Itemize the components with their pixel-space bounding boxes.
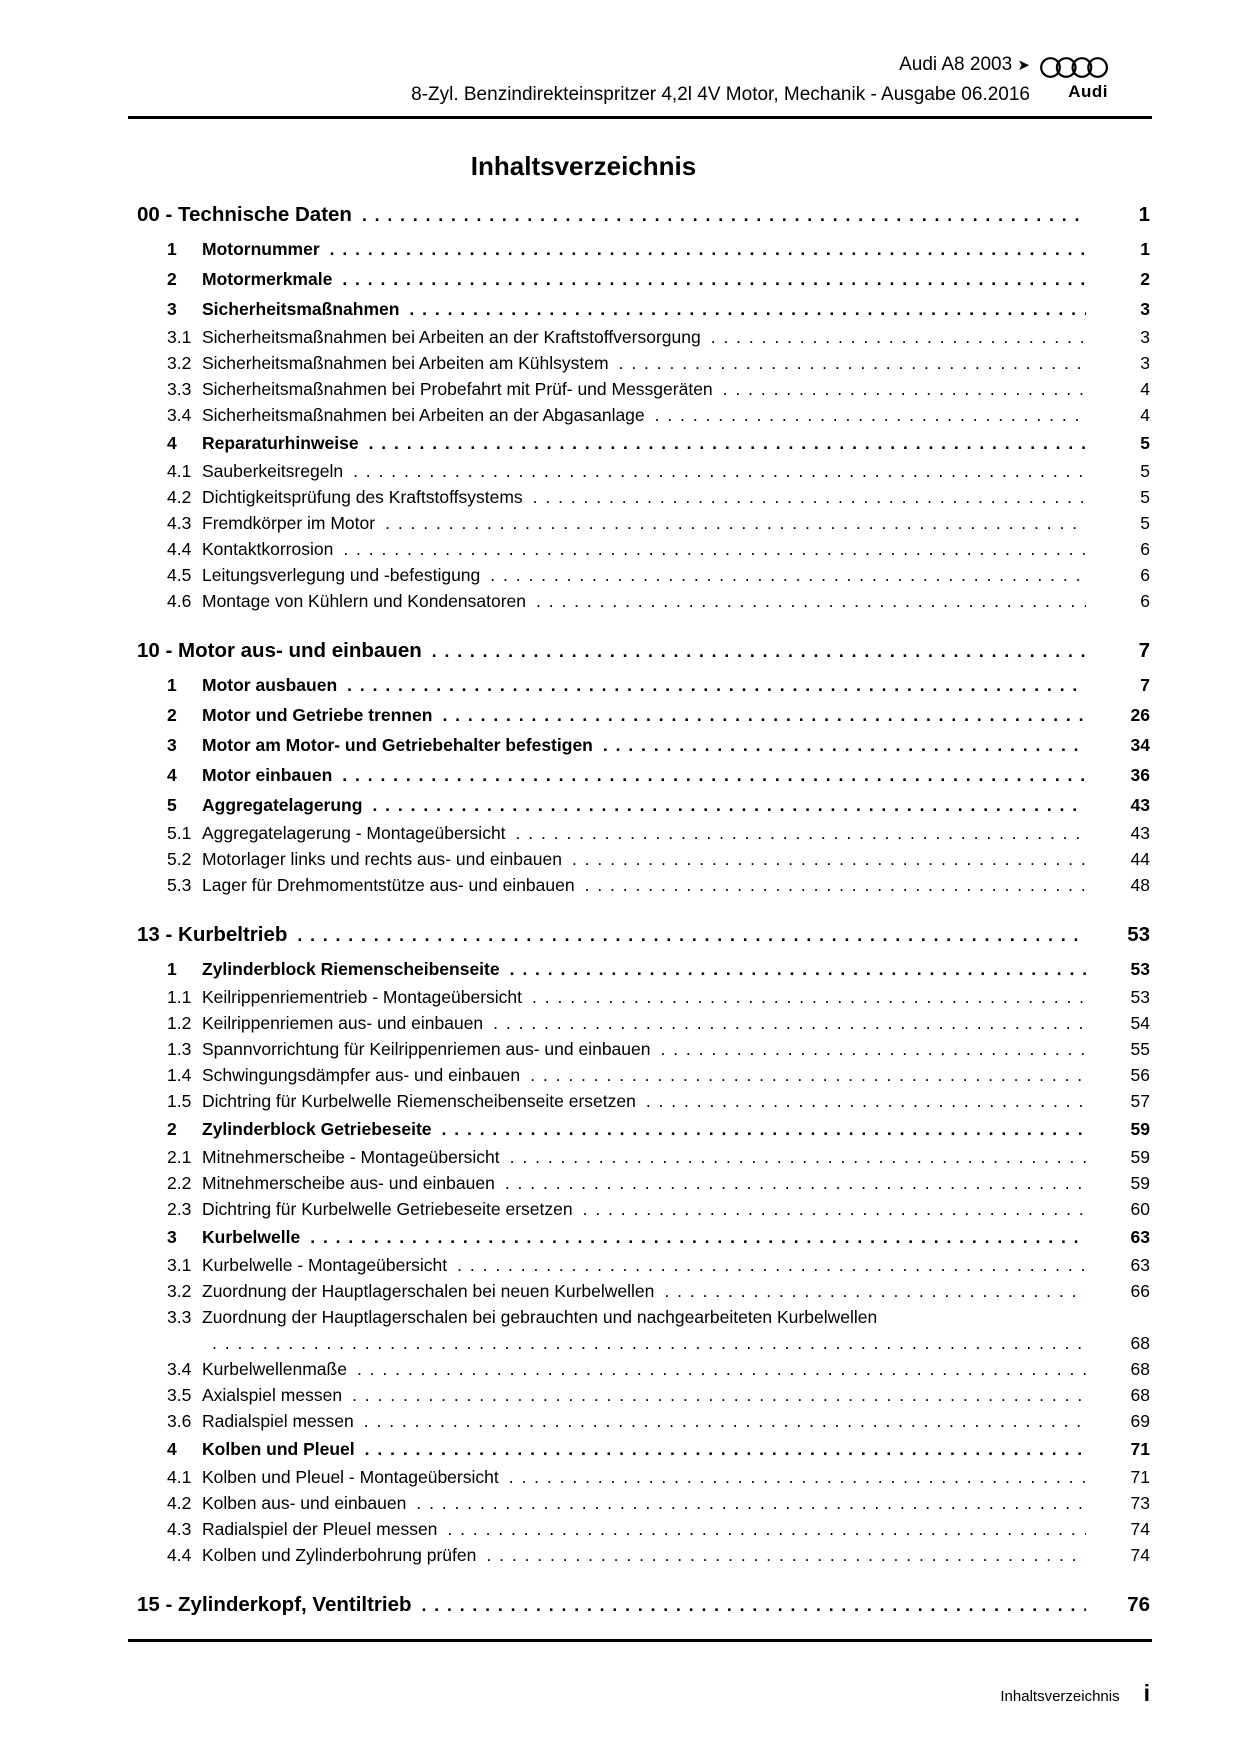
entry-number: 2.2: [167, 1173, 192, 1193]
page-number: 57: [1130, 1091, 1150, 1111]
page-number: 55: [1130, 1039, 1150, 1059]
page-number: 43: [1130, 823, 1150, 843]
dot-leader: [505, 1171, 1086, 1195]
page-number: 5: [1140, 461, 1150, 481]
toc-entry-row: [137, 484, 1150, 510]
toc-entry-row: [137, 1542, 1150, 1568]
page-number: 6: [1140, 591, 1150, 611]
toc-entry-row: [137, 730, 1150, 760]
dot-leader: [530, 1063, 1086, 1087]
page-number: 3: [1140, 353, 1150, 373]
toc-chapter-row: [137, 636, 1150, 666]
entry-title: Reparaturhinweise: [202, 433, 359, 453]
entry-title: Motor am Motor- und Getriebehalter befestigen: [202, 735, 593, 755]
entry-title: Zylinderblock Getriebeseite: [202, 1119, 432, 1139]
page-number: 59: [1130, 1119, 1150, 1139]
entry-number: 3.1: [167, 1255, 192, 1275]
entry-title: Leitungsverlegung und -befestigung: [202, 565, 481, 585]
entry-title: Motor und Getriebe trennen: [202, 705, 433, 725]
dot-leader: [362, 200, 1086, 230]
dot-leader: [646, 1089, 1086, 1113]
entry-title: Dichtigkeitsprüfung des Kraftstoffsystems: [202, 487, 523, 507]
page-number: 1: [1138, 203, 1150, 226]
header-model-line: [0, 50, 1030, 80]
entry-number: 1.2: [167, 1013, 192, 1033]
entry-title: Kolben und Pleuel: [202, 1439, 355, 1459]
page-number: 3: [1140, 299, 1150, 319]
toc-entry-row: [137, 510, 1150, 536]
toc-entry-row: [137, 350, 1150, 376]
dot-leader: [212, 1331, 1086, 1355]
entry-number: 5.2: [167, 849, 192, 869]
entry-title: Keilrippenriemen aus- und einbauen: [202, 1013, 484, 1033]
entry-number: 1.5: [167, 1091, 192, 1111]
entry-title: Motorlager links und rechts aus- und einbauen: [202, 849, 562, 869]
toc-entry-row: [137, 264, 1150, 294]
entry-title: Zuordnung der Hauptlagerschalen bei gebrauchten und nachgearbeiteten Kurbelwellen: [202, 1307, 878, 1327]
toc-entry-row: [137, 1408, 1150, 1434]
page-number: 66: [1130, 1281, 1150, 1301]
header-rule: [128, 116, 1152, 119]
entry-number: 1.1: [167, 987, 192, 1007]
toc-entry-row: [137, 1382, 1150, 1408]
toc-entry-row: [137, 820, 1150, 846]
entry-number: 3.2: [167, 353, 192, 373]
entry-number: 3.6: [167, 1411, 192, 1431]
page-number: 68: [1130, 1359, 1150, 1379]
entry-number: 4.2: [167, 1493, 192, 1513]
dot-leader: [369, 431, 1086, 455]
page-number: 54: [1130, 1013, 1150, 1033]
page-number: 3: [1140, 327, 1150, 347]
page-header: [0, 0, 1240, 119]
entry-title: Motor einbauen: [202, 765, 333, 785]
chapter-title: 00 - Technische Daten: [137, 203, 352, 226]
dot-leader: [532, 985, 1086, 1009]
page-number: 7: [1140, 675, 1150, 695]
header-engine-line: 8-Zyl. Benzindirekteinspritzer 4,2l 4V Motor, Mechanik - Ausgabe 06.2016: [411, 84, 1030, 105]
dot-leader: [416, 1491, 1086, 1515]
dot-leader: [660, 1037, 1086, 1061]
entry-title: Kurbelwelle - Montageübersicht: [202, 1255, 448, 1275]
page-number: 63: [1130, 1255, 1150, 1275]
entry-number: 4.6: [167, 591, 192, 611]
entry-number: 2: [167, 1119, 177, 1139]
toc-entry-row: [137, 1490, 1150, 1516]
page-number: 74: [1130, 1519, 1150, 1539]
dot-leader: [330, 237, 1086, 261]
entry-number: 1.3: [167, 1039, 192, 1059]
toc-entry-row: [137, 1252, 1150, 1278]
dot-leader: [442, 703, 1086, 727]
entry-title: Kolben aus- und einbauen: [202, 1493, 407, 1513]
dot-leader: [342, 267, 1086, 291]
page-number: 53: [1130, 959, 1150, 979]
entry-number: 3: [167, 1227, 177, 1247]
entry-title: Radialspiel messen: [202, 1411, 354, 1431]
entry-number: 3: [167, 299, 177, 319]
page-number: 73: [1130, 1493, 1150, 1513]
audi-rings-icon: [1040, 54, 1108, 81]
entry-number: 3: [167, 735, 177, 755]
toc-chapter-row: [137, 200, 1150, 230]
entry-title: Aggregatelagerung - Montageübersicht: [202, 823, 506, 843]
page-number: 34: [1130, 735, 1150, 755]
dot-leader: [365, 1437, 1086, 1461]
toc-entry-row: [137, 1304, 1150, 1330]
dot-leader: [310, 1225, 1086, 1249]
dot-leader: [509, 1465, 1086, 1489]
toc-entry-row: [137, 1010, 1150, 1036]
dot-leader: [655, 403, 1086, 427]
toc-entry-row: [137, 1144, 1150, 1170]
dot-leader: [711, 325, 1086, 349]
toc-entry-wrap-row: [137, 1330, 1150, 1356]
dot-leader: [353, 459, 1086, 483]
page-number: 5: [1140, 487, 1150, 507]
toc-entry-row: [137, 984, 1150, 1010]
toc-chapter-row: [137, 920, 1150, 950]
toc-entry-row: [137, 588, 1150, 614]
toc-entry-row: [137, 790, 1150, 820]
page-number: 63: [1130, 1227, 1150, 1247]
dot-leader: [510, 957, 1086, 981]
entry-title: Dichtring für Kurbelwelle Getriebeseite ersetzen: [202, 1199, 573, 1219]
entry-number: 1.4: [167, 1065, 192, 1085]
chapter-title: 10 - Motor aus- und einbauen: [137, 639, 422, 662]
page-number: 6: [1140, 565, 1150, 585]
toc-entry-row: [137, 1356, 1150, 1382]
dot-leader: [457, 1253, 1086, 1277]
chapter-title: 15 - Zylinderkopf, Ventiltrieb: [137, 1593, 412, 1616]
entry-number: 2.1: [167, 1147, 192, 1167]
page-number: 53: [1130, 987, 1150, 1007]
entry-title: Motor ausbauen: [202, 675, 338, 695]
page-number: 5: [1140, 433, 1150, 453]
dot-leader: [385, 511, 1086, 535]
page-number: 59: [1130, 1147, 1150, 1167]
toc-entry-row: [137, 234, 1150, 264]
entry-number: 3.2: [167, 1281, 192, 1301]
audi-wordmark: Audi: [1068, 82, 1108, 101]
entry-number: 4.4: [167, 539, 192, 559]
toc-entry-row: [137, 954, 1150, 984]
entry-title: Motornummer: [202, 239, 320, 259]
toc-entry-row: [137, 1062, 1150, 1088]
toc-entry-row: [137, 1434, 1150, 1464]
dot-leader: [664, 1279, 1086, 1303]
toc-entry-row: [137, 1278, 1150, 1304]
entry-number: 4.1: [167, 461, 192, 481]
dot-leader: [516, 821, 1086, 845]
page-number: 59: [1130, 1173, 1150, 1193]
toc-entry-row: [137, 402, 1150, 428]
footer-page-number: i: [1143, 1680, 1150, 1706]
arrow-right-icon: ➤: [1017, 57, 1030, 74]
toc-entry-row: [137, 1196, 1150, 1222]
toc-entry-row: [137, 458, 1150, 484]
page-number: 48: [1130, 875, 1150, 895]
entry-title: Motormerkmale: [202, 269, 333, 289]
toc-entry-row: [137, 376, 1150, 402]
dot-leader: [536, 589, 1086, 613]
entry-number: 1: [167, 675, 177, 695]
toc-entry-row: [137, 324, 1150, 350]
page-number: 71: [1130, 1467, 1150, 1487]
dot-leader: [432, 636, 1086, 666]
entry-title: Radialspiel der Pleuel messen: [202, 1519, 438, 1539]
dot-leader: [585, 873, 1086, 897]
page-number: 4: [1140, 405, 1150, 425]
dot-leader: [490, 563, 1086, 587]
footer-label: Inhaltsverzeichnis: [1000, 1688, 1120, 1705]
dot-leader: [603, 733, 1086, 757]
entry-number: 3.3: [167, 1307, 192, 1327]
page-number: 69: [1130, 1411, 1150, 1431]
dot-leader: [364, 1409, 1086, 1433]
toc-entry-row: [137, 700, 1150, 730]
entry-title: Keilrippenriementrieb - Montageübersicht: [202, 987, 523, 1007]
page-number: 6: [1140, 539, 1150, 559]
dot-leader: [442, 1117, 1086, 1141]
entry-title: Lager für Drehmomentstütze aus- und einbauen: [202, 875, 575, 895]
entry-title: Kolben und Pleuel - Montageübersicht: [202, 1467, 499, 1487]
dot-leader: [533, 485, 1086, 509]
page-number: 74: [1130, 1545, 1150, 1565]
entry-number: 4.3: [167, 513, 192, 533]
page-footer: [128, 1680, 1150, 1707]
dot-leader: [357, 1357, 1086, 1381]
entry-number: 3.1: [167, 327, 192, 347]
page-number: 5: [1140, 513, 1150, 533]
entry-title: Sicherheitsmaßnahmen bei Arbeiten an der Abgasanlage: [202, 405, 645, 425]
entry-number: 4: [167, 433, 177, 453]
dot-leader: [619, 351, 1086, 375]
entry-number: 3.3: [167, 379, 192, 399]
toc-entry-row: [137, 1088, 1150, 1114]
entry-number: 4: [167, 1439, 177, 1459]
toc-entry-row: [137, 872, 1150, 898]
page-number: 76: [1127, 1593, 1150, 1616]
page-number: 43: [1130, 795, 1150, 815]
toc-entry-row: [137, 1036, 1150, 1062]
chapter-title: 13 - Kurbeltrieb: [137, 923, 288, 946]
entry-number: 3.4: [167, 405, 192, 425]
page-number: 56: [1130, 1065, 1150, 1085]
entry-number: 5: [167, 795, 177, 815]
entry-title: Schwingungsdämpfer aus- und einbauen: [202, 1065, 521, 1085]
entry-number: 4.1: [167, 1467, 192, 1487]
toc-entry-row: [137, 670, 1150, 700]
entry-number: 3.4: [167, 1359, 192, 1379]
page-number: 68: [1130, 1385, 1150, 1405]
entry-number: 4: [167, 765, 177, 785]
page-number: 26: [1130, 705, 1150, 725]
entry-title: Kontaktkorrosion: [202, 539, 334, 559]
entry-number: 1: [167, 959, 177, 979]
entry-number: 4.3: [167, 1519, 192, 1539]
entry-number: 1: [167, 239, 177, 259]
dot-leader: [493, 1011, 1086, 1035]
audi-logo: [1040, 54, 1108, 102]
dot-leader: [409, 297, 1086, 321]
header-model: Audi A8 2003: [899, 54, 1013, 75]
page-number: 4: [1140, 379, 1150, 399]
entry-title: Sicherheitsmaßnahmen bei Arbeiten am Kühlsystem: [202, 353, 609, 373]
toc-entry-row: [137, 536, 1150, 562]
entry-number: 2.3: [167, 1199, 192, 1219]
entry-title: Dichtring für Kurbelwelle Riemenscheibenseite ersetzen: [202, 1091, 636, 1111]
dot-leader: [343, 537, 1086, 561]
entry-title: Spannvorrichtung für Keilrippenriemen aus- und einbauen: [202, 1039, 651, 1059]
page-number: 2: [1140, 269, 1150, 289]
toc-entry-row: [137, 1516, 1150, 1542]
page-number: 60: [1130, 1199, 1150, 1219]
entry-number: 2: [167, 269, 177, 289]
dot-leader: [422, 1590, 1086, 1620]
page-number: 36: [1130, 765, 1150, 785]
footer-rule: [128, 1639, 1152, 1642]
dot-leader: [347, 673, 1086, 697]
toc-entry-row: [137, 846, 1150, 872]
page-number: 71: [1130, 1439, 1150, 1459]
dot-leader: [486, 1543, 1086, 1567]
toc-chapter-row: [137, 1590, 1150, 1620]
dot-leader: [510, 1145, 1086, 1169]
page-number: 68: [1130, 1333, 1150, 1353]
entry-title: Zylinderblock Riemenscheibenseite: [202, 959, 500, 979]
entry-number: 4.5: [167, 565, 192, 585]
toc-entry-row: [137, 562, 1150, 588]
page-title: Inhaltsverzeichnis: [470, 151, 697, 181]
entry-title: Fremdkörper im Motor: [202, 513, 376, 533]
page-number: 53: [1127, 923, 1150, 946]
toc-entry-row: [137, 294, 1150, 324]
entry-title: Kurbelwelle: [202, 1227, 301, 1247]
dot-leader: [352, 1383, 1086, 1407]
toc-entry-row: [137, 1114, 1150, 1144]
entry-title: Sicherheitsmaßnahmen: [202, 299, 400, 319]
entry-number: 4.4: [167, 1545, 192, 1565]
toc-entry-row: [137, 428, 1150, 458]
entry-title: Sicherheitsmaßnahmen bei Arbeiten an der Kraftstoffversorgung: [202, 327, 701, 347]
dot-leader: [572, 847, 1086, 871]
dot-leader: [583, 1197, 1086, 1221]
dot-leader: [723, 377, 1086, 401]
dot-leader: [447, 1517, 1086, 1541]
entry-number: 4.2: [167, 487, 192, 507]
entry-title: Zuordnung der Hauptlagerschalen bei neuen Kurbelwellen: [202, 1281, 655, 1301]
entry-title: Axialspiel messen: [202, 1385, 343, 1405]
page-number: 7: [1138, 639, 1150, 662]
entry-title: Mitnehmerscheibe aus- und einbauen: [202, 1173, 495, 1193]
entry-title: Sauberkeitsregeln: [202, 461, 344, 481]
toc-entry-row: [137, 1464, 1150, 1490]
table-of-contents: [137, 200, 1150, 1620]
dot-leader: [297, 920, 1086, 950]
entry-number: 2: [167, 705, 177, 725]
entry-title: Kolben und Zylinderbohrung prüfen: [202, 1545, 477, 1565]
page-number: 1: [1140, 239, 1150, 259]
dot-leader: [372, 793, 1086, 817]
page-number: 44: [1130, 849, 1150, 869]
toc-entry-row: [137, 1222, 1150, 1252]
entry-number: 5.1: [167, 823, 192, 843]
entry-number: 5.3: [167, 875, 192, 895]
entry-number: 3.5: [167, 1385, 192, 1405]
entry-title: Aggregatelagerung: [202, 795, 363, 815]
entry-title: Sicherheitsmaßnahmen bei Probefahrt mit Prüf- und Messgeräten: [202, 379, 713, 399]
entry-title: Mitnehmerscheibe - Montageübersicht: [202, 1147, 500, 1167]
dot-leader: [342, 763, 1086, 787]
entry-title: Montage von Kühlern und Kondensatoren: [202, 591, 526, 611]
entry-title: Kurbelwellenmaße: [202, 1359, 347, 1379]
toc-entry-row: [137, 1170, 1150, 1196]
toc-entry-row: [137, 760, 1150, 790]
